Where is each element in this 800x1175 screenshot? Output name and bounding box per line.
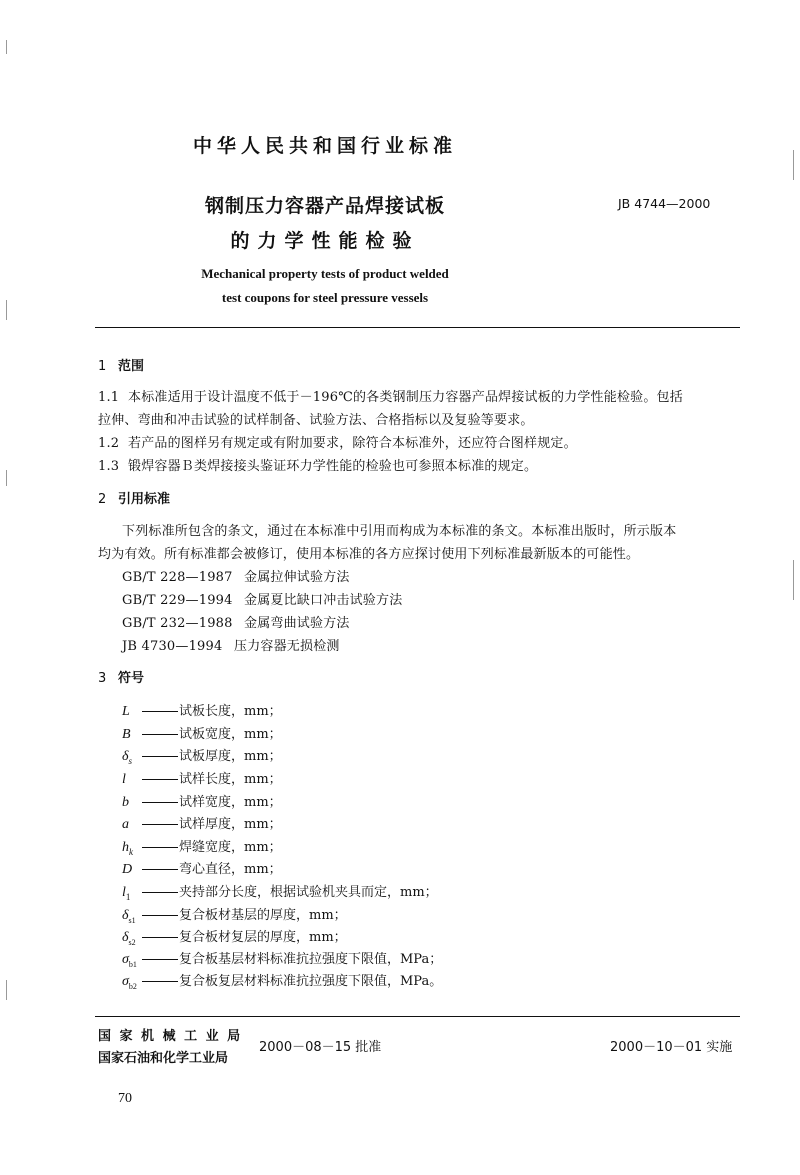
para-text: 本标准适用于设计温度不低于－196℃的各类钢制压力容器产品焊接试板的力学性能检验。包括	[128, 390, 683, 405]
section-2-intro-line1: 下列标准所包含的条文，通过在本标准中引用而构成为本标准的条文。本标准出版时，所示版本	[122, 524, 677, 539]
symbol-description: 试板长度，mm；	[179, 704, 282, 719]
reference-item	[122, 612, 350, 631]
symbol-subscript: b1	[128, 959, 137, 969]
dash-rule	[142, 734, 178, 735]
symbol	[122, 704, 142, 722]
symbol	[122, 885, 142, 902]
footer-rule	[95, 1016, 740, 1017]
symbol-char: L	[122, 704, 130, 719]
symbol-row	[122, 926, 347, 947]
dash-rule	[142, 959, 178, 960]
symbol-description: 复合板材复层的厚度，mm；	[179, 930, 347, 945]
para-1-1-line1	[98, 386, 683, 405]
symbol-char: δ	[122, 908, 129, 923]
scan-edge-mark	[6, 980, 7, 1000]
symbol-row	[122, 745, 282, 766]
symbol-subscript: s	[128, 755, 133, 766]
reference-name: 金属弯曲试验方法	[244, 616, 350, 631]
section-title: 符号	[118, 671, 145, 686]
symbol-char: h	[122, 840, 129, 855]
symbol-row	[122, 723, 282, 745]
dash-rule	[142, 756, 178, 757]
para-number: 1.3	[98, 459, 120, 474]
symbol-row	[122, 768, 282, 790]
page-number: 70	[118, 1091, 132, 1106]
scan-edge-mark	[6, 470, 7, 486]
symbol-char: a	[122, 817, 129, 832]
symbol-char: b	[122, 795, 129, 810]
para-number: 1.2	[98, 436, 120, 451]
symbol-row	[122, 904, 347, 925]
implementation-date: 2000－10－01 实施	[610, 1040, 733, 1055]
approval-date: 2000－08－15 批准	[259, 1040, 382, 1055]
symbol-char: l	[122, 772, 126, 787]
symbol-row	[122, 836, 282, 857]
scan-edge-mark	[793, 560, 794, 600]
symbol-row	[122, 881, 438, 902]
symbol-row	[122, 700, 282, 722]
section-number: 2	[98, 492, 107, 507]
para-1-1-line2: 拉伸、弯曲和冲击试验的试样制备、试验方法、合格指标以及复验等要求。	[98, 413, 534, 428]
symbol-subscript: k	[129, 846, 133, 857]
symbol-description: 焊缝宽度，mm；	[179, 840, 282, 855]
symbol-row	[122, 791, 282, 813]
issuing-org-1: 国 家 机 械 工 业 局	[98, 1029, 243, 1044]
symbol-description: 试板厚度，mm；	[179, 749, 282, 764]
dash-rule	[142, 937, 178, 938]
dash-rule	[142, 915, 178, 916]
symbol	[122, 749, 142, 766]
symbol-subscript: 1	[125, 891, 131, 902]
symbol-char: δ	[122, 749, 129, 764]
symbol-char: δ	[122, 930, 129, 945]
symbol-char: l	[122, 885, 126, 900]
section-title: 引用标准	[118, 492, 171, 507]
reference-name: 金属拉伸试验方法	[244, 570, 350, 585]
symbol	[122, 974, 142, 991]
dash-rule	[142, 847, 178, 848]
symbol	[122, 727, 142, 745]
standard-code: JB 4744—2000	[618, 196, 711, 211]
symbol-description: 复合板复层材料标准抗拉强度下限值，MPa。	[179, 974, 443, 989]
reference-item	[122, 635, 340, 654]
section-1-heading	[98, 355, 144, 374]
english-title-line1: Mechanical property tests of product welded	[201, 266, 449, 281]
standard-title-line2: 的力学性能检验	[230, 230, 420, 252]
symbol	[122, 840, 142, 857]
section-3-heading	[98, 667, 144, 686]
dash-rule	[142, 779, 178, 780]
symbol-description: 试样厚度，mm；	[179, 817, 282, 832]
section-title: 范围	[118, 359, 145, 374]
symbol-char: σ	[122, 952, 129, 967]
reference-item	[122, 566, 350, 585]
para-1-2	[98, 432, 577, 451]
dash-rule	[142, 981, 178, 982]
symbol-description: 试样宽度，mm；	[179, 795, 282, 810]
english-title-line2: test coupons for steel pressure vessels	[221, 290, 429, 305]
symbol	[122, 930, 142, 947]
standard-title-line1: 钢制压力容器产品焊接试板	[204, 195, 445, 217]
section-number: 3	[98, 671, 107, 686]
symbol	[122, 952, 142, 969]
symbol-description: 复合板基层材料标准抗拉强度下限值，MPa；	[179, 952, 443, 967]
symbol	[122, 772, 142, 790]
reference-name: 金属夏比缺口冲击试验方法	[244, 593, 403, 608]
issuing-org-2: 国家石油和化学工业局	[98, 1051, 229, 1066]
symbol-subscript: s1	[128, 915, 136, 925]
reference-code: GB/T 229—1994	[122, 593, 233, 608]
para-text: 若产品的图样另有规定或有附加要求，除符合本标准外，还应符合图样规定。	[128, 436, 577, 451]
dash-rule	[142, 824, 178, 825]
reference-code: GB/T 232—1988	[122, 616, 233, 631]
para-text: 锻焊容器Ｂ类焊接接头鉴证环力学性能的检验也可参照本标准的规定。	[128, 459, 538, 474]
scan-edge-mark	[793, 150, 794, 180]
symbol	[122, 817, 142, 835]
dash-rule	[142, 869, 178, 870]
scan-edge-mark	[6, 40, 7, 54]
para-number: 1.1	[98, 390, 120, 405]
symbol-description: 夹持部分长度，根据试验机夹具而定，mm；	[179, 885, 438, 900]
section-2-intro-line2: 均为有效。所有标准都会被修订，使用本标准的各方应探讨使用下列标准最新版本的可能性。	[98, 547, 640, 562]
para-1-3	[98, 455, 537, 474]
symbol-description: 试板宽度，mm；	[179, 727, 282, 742]
symbol-char: σ	[122, 974, 129, 989]
section-2-heading	[98, 488, 170, 507]
reference-code: JB 4730—1994	[122, 639, 223, 654]
section-number: 1	[98, 359, 107, 374]
dash-rule	[142, 892, 178, 893]
symbol-char: D	[122, 862, 133, 877]
symbol-description: 弯心直径，mm；	[179, 862, 282, 877]
header-rule	[95, 327, 740, 328]
reference-code: GB/T 228—1987	[122, 570, 233, 585]
symbol-description: 试样长度，mm；	[179, 772, 282, 787]
symbol-row	[122, 970, 442, 991]
symbol-row	[122, 858, 282, 880]
symbol-row	[122, 813, 282, 835]
dash-rule	[142, 802, 178, 803]
symbol-subscript: s2	[128, 937, 136, 947]
symbol	[122, 795, 142, 813]
symbol	[122, 862, 142, 880]
header-title: 中华人民共和国行业标准	[192, 135, 457, 157]
reference-name: 压力容器无损检测	[234, 639, 340, 654]
reference-item	[122, 589, 402, 608]
symbol-subscript: b2	[128, 981, 137, 991]
dash-rule	[142, 711, 178, 712]
symbol-description: 复合板材基层的厚度，mm；	[179, 908, 347, 923]
symbol-row	[122, 948, 442, 969]
symbol	[122, 908, 142, 925]
symbol-char: B	[122, 727, 131, 742]
